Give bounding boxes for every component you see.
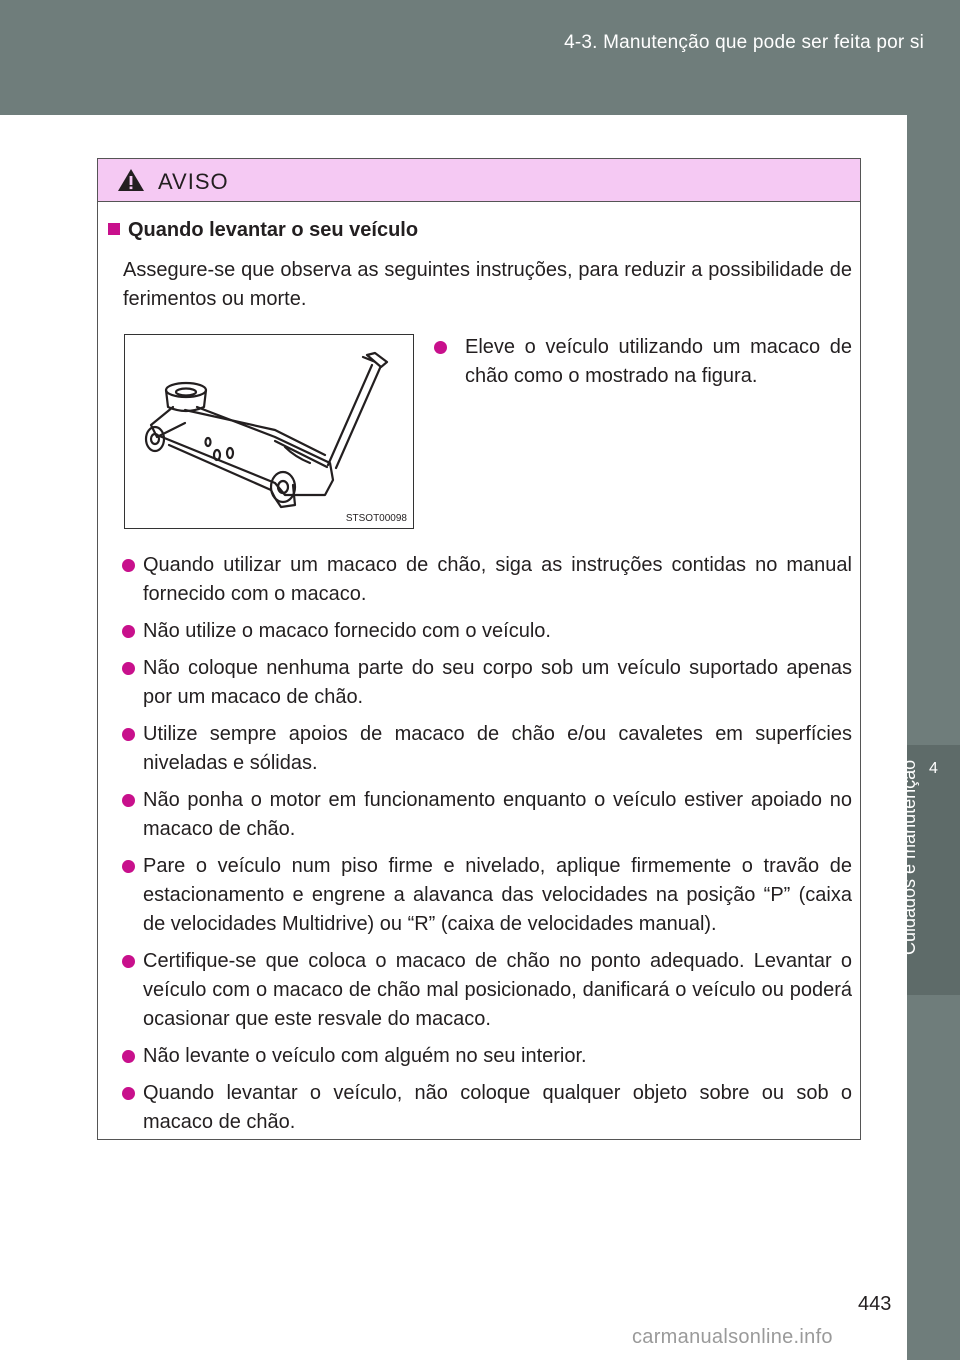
- floor-jack-illustration: [125, 335, 413, 528]
- list-item: Não levante o veículo com alguém no seu interior.: [108, 1042, 852, 1071]
- list-item: Não utilize o macaco fornecido com o veículo.: [108, 617, 852, 646]
- list-item: Quando levantar o veículo, não coloque qualquer objeto sobre ou sob o macaco de chão.: [108, 1079, 852, 1137]
- bullet-dot-icon: [122, 625, 135, 638]
- warning-title: AVISO: [158, 169, 229, 194]
- bullet-dot-icon: [122, 860, 135, 873]
- bullet-dot-icon: [122, 662, 135, 675]
- bullet-dot-icon: [122, 1050, 135, 1063]
- list-item: Não ponha o motor em funcionamento enquanto o veículo estiver apoiado no macaco de chão.: [108, 786, 852, 844]
- watermark-link[interactable]: carmanualsonline.info: [632, 1326, 833, 1348]
- bullet-dot-icon: [122, 955, 135, 968]
- instruction-list: [108, 551, 852, 1145]
- top-header-band: [0, 0, 960, 115]
- section-heading: Quando levantar o seu veículo: [108, 219, 418, 242]
- page-number: 443: [858, 1293, 892, 1315]
- chapter-number: 4: [929, 760, 938, 777]
- chapter-side-tab: [907, 115, 960, 1360]
- warning-header: [98, 159, 860, 202]
- bullet-dot-icon: [122, 1087, 135, 1100]
- list-item: Quando utilizar um macaco de chão, siga as instruções contidas no manual fornecido com o macaco.: [108, 551, 852, 609]
- list-item: Utilize sempre apoios de macaco de chão e/ou cavaletes em superfícies niveladas e sólidas.: [108, 720, 852, 778]
- warning-box: [97, 158, 861, 1140]
- list-item: Certifique-se que coloca o macaco de chão no ponto adequado. Levantar o veículo com o macaco de chão mal posicionado, danificará o veículo ou poderá ocasionar que este resvale do macaco.: [108, 947, 852, 1034]
- section-header-title: 4-3. Manutenção que pode ser feita por si: [564, 32, 924, 53]
- floor-jack-figure: [124, 334, 414, 529]
- bullet-dot-icon: [122, 728, 135, 741]
- figure-code: STSOT00098: [345, 513, 407, 524]
- square-bullet-icon: [108, 223, 120, 235]
- warning-triangle-icon: [116, 167, 146, 193]
- list-item: Pare o veículo num piso firme e nivelado, aplique firmemente o travão de estacionamento e engrene a alavanca das velocidades na posição “P” (caixa de velocidades Multidrive) ou “R” (caixa de velocidades manual).: [108, 852, 852, 939]
- intro-text: Assegure-se que observa as seguintes instruções, para reduzir a possibilidade de ferimentos ou morte.: [123, 259, 852, 310]
- bullet-dot-icon: [122, 559, 135, 572]
- list-item: Não coloque nenhuma parte do seu corpo sob um veículo suportado apenas por um macaco de chão.: [108, 654, 852, 712]
- bullet-dot-icon: [122, 794, 135, 807]
- chapter-label: Cuidados e manutenção: [899, 759, 919, 955]
- figure-bullet: Eleve o veículo utilizando um macaco de chão como o mostrado na figura.: [434, 333, 852, 391]
